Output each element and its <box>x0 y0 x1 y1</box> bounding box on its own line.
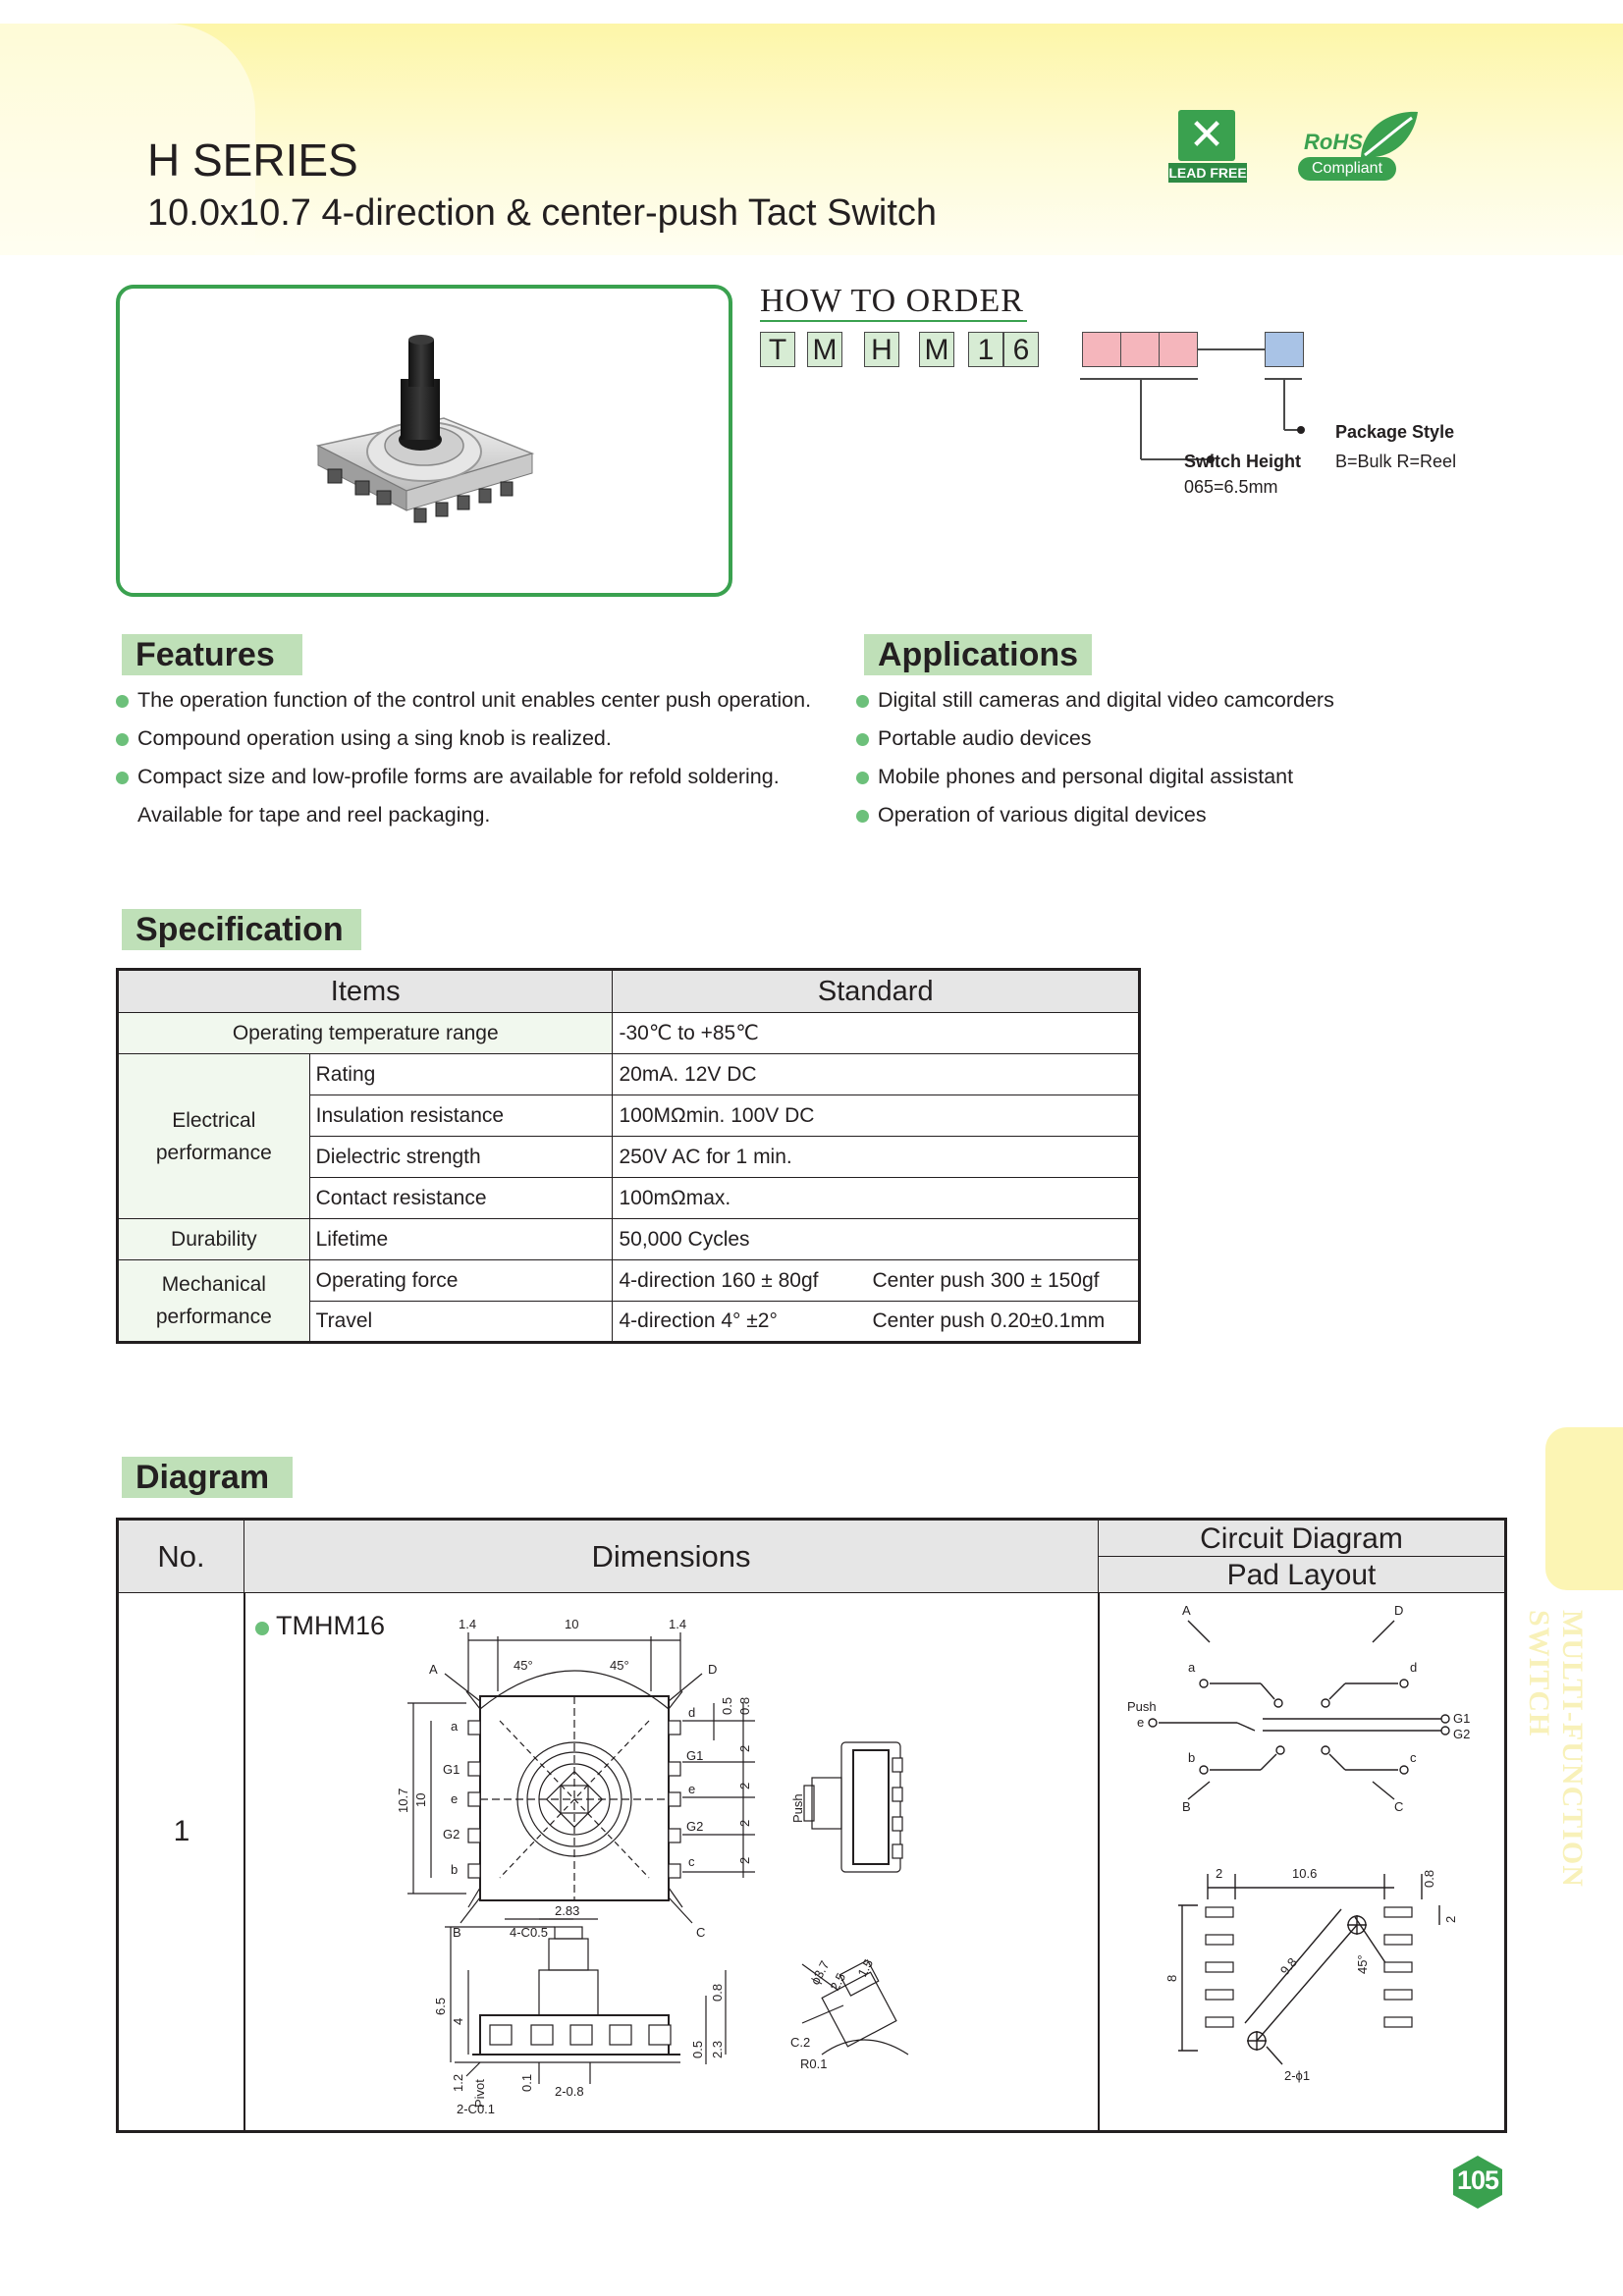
svg-text:45°: 45° <box>610 1658 629 1673</box>
list-item: Digital still cameras and digital video camcorders <box>856 681 1334 720</box>
switch-height-slot <box>1082 332 1121 367</box>
applications-list <box>856 681 1334 834</box>
diagram-col-dimensions: Dimensions <box>244 1521 1099 1593</box>
specification-table <box>116 968 1141 1344</box>
series-subtitle: 10.0x10.7 4-direction & center-push Tact Switch <box>147 192 938 234</box>
dielectric-label: Dielectric strength <box>309 1137 613 1178</box>
order-code-char: H <box>864 332 899 367</box>
svg-text:4-C0.5: 4-C0.5 <box>510 1925 549 1940</box>
svg-text:b: b <box>451 1862 459 1877</box>
svg-text:2: 2 <box>737 1744 752 1752</box>
table-header-row <box>118 970 1140 1013</box>
lead-free-x-icon: ✕ <box>1188 111 1225 159</box>
contact-resistance-label: Contact resistance <box>309 1178 613 1219</box>
svg-text:0.1: 0.1 <box>519 2073 534 2092</box>
bullet-icon <box>856 810 869 823</box>
svg-text:G2: G2 <box>686 1819 704 1834</box>
list-item: Compound operation using a sing knob is realized. <box>116 720 811 758</box>
svg-text:D: D <box>708 1662 718 1677</box>
svg-text:6.5: 6.5 <box>433 1997 448 2015</box>
svg-text:2: 2 <box>1443 1915 1458 1923</box>
svg-text:C: C <box>696 1925 706 1940</box>
features-heading: Features <box>122 634 302 675</box>
package-style-label: Package Style <box>1335 422 1455 442</box>
model-name: TMHM16 <box>276 1611 386 1640</box>
insulation-label: Insulation resistance <box>309 1095 613 1137</box>
op-temp-value: -30℃ to +85℃ <box>613 1013 1140 1054</box>
svg-text:a: a <box>1188 1660 1196 1675</box>
svg-text:2-C0.1: 2-C0.1 <box>457 2102 496 2116</box>
page-number: 105 <box>1456 2165 1499 2195</box>
svg-text:1.5: 1.5 <box>854 1956 877 1980</box>
svg-text:e: e <box>688 1782 696 1796</box>
series-title: H SERIES <box>147 134 358 186</box>
lead-free-label: LEAD FREE <box>1168 165 1247 181</box>
rohs-badge <box>1294 106 1432 185</box>
mechanical-performance-label: Mechanical performance <box>118 1260 310 1343</box>
svg-text:0.5: 0.5 <box>720 1696 734 1715</box>
how-to-order-underline <box>760 320 1027 322</box>
svg-text:1.4: 1.4 <box>459 1617 477 1631</box>
svg-text:1.4: 1.4 <box>669 1617 687 1631</box>
operating-force-label: Operating force <box>309 1260 613 1302</box>
header-standard: Standard <box>613 970 1140 1013</box>
bullet-icon <box>856 772 869 784</box>
order-code-char: T <box>760 332 795 367</box>
svg-text:2: 2 <box>1216 1866 1223 1881</box>
svg-text:10.6: 10.6 <box>1292 1866 1318 1881</box>
order-code-char: M <box>807 332 842 367</box>
rating-value: 20mA. 12V DC <box>613 1054 1140 1095</box>
diagram-col-circuit: Circuit Diagram <box>1099 1521 1504 1557</box>
order-connector <box>1198 348 1265 350</box>
svg-text:4: 4 <box>451 2017 465 2025</box>
svg-text:1.2: 1.2 <box>451 2073 465 2092</box>
list-item: The operation function of the control unit enables center push operation. <box>116 681 811 720</box>
svg-text:A: A <box>429 1662 438 1677</box>
svg-text:2.83: 2.83 <box>555 1903 580 1918</box>
diagram-heading: Diagram <box>122 1457 293 1498</box>
switch-height-slot <box>1120 332 1160 367</box>
applications-heading: Applications <box>864 634 1092 675</box>
travel-label: Travel <box>309 1302 613 1343</box>
svg-text:Pivot: Pivot <box>472 2079 487 2108</box>
package-style-slot <box>1265 332 1304 367</box>
travel-value: 4-direction 4° ±2° Center push 0.20±0.1mm <box>613 1302 1140 1343</box>
svg-text:10: 10 <box>565 1617 579 1631</box>
svg-text:A: A <box>1182 1603 1191 1618</box>
svg-text:Push: Push <box>1127 1699 1157 1714</box>
circuit-pad-drawing <box>1100 1593 1504 2130</box>
list-item: Mobile phones and personal digital assistant <box>856 758 1334 796</box>
side-tab <box>1545 1427 1623 1590</box>
svg-text:b: b <box>1188 1750 1196 1765</box>
svg-text:d: d <box>688 1705 696 1720</box>
svg-text:8: 8 <box>1164 1974 1179 1982</box>
table-row <box>118 1013 1140 1054</box>
svg-text:45°: 45° <box>514 1658 533 1673</box>
rohs-title: RoHS <box>1304 130 1363 154</box>
svg-text:a: a <box>451 1719 459 1734</box>
svg-text:G2: G2 <box>1453 1727 1471 1741</box>
table-row <box>118 1260 1140 1302</box>
svg-text:10: 10 <box>413 1792 428 1807</box>
switch-height-value: 065=6.5mm <box>1184 477 1278 497</box>
svg-text:G1: G1 <box>1453 1711 1471 1726</box>
insulation-value: 100MΩmin. 100V DC <box>613 1095 1140 1137</box>
list-item: Operation of various digital devices <box>856 796 1334 834</box>
table-row <box>118 1054 1140 1095</box>
svg-text:2: 2 <box>737 1782 752 1789</box>
svg-text:2: 2 <box>737 1856 752 1864</box>
svg-text:2-0.8: 2-0.8 <box>555 2084 584 2099</box>
lifetime-label: Lifetime <box>309 1219 613 1260</box>
dielectric-value: 250V AC for 1 min. <box>613 1137 1140 1178</box>
svg-text:G1: G1 <box>686 1748 704 1763</box>
features-list <box>116 681 811 834</box>
switch-height-label: Switch Height <box>1184 452 1302 471</box>
list-item: Compact size and low-profile forms are available for refold soldering. <box>116 758 811 796</box>
list-item: Portable audio devices <box>856 720 1334 758</box>
svg-text:C: C <box>1394 1799 1404 1814</box>
product-photo <box>120 289 729 593</box>
svg-text:d: d <box>1410 1660 1418 1675</box>
list-item: Available for tape and reel packaging. <box>137 803 491 827</box>
lead-free-badge <box>1168 110 1247 185</box>
side-tab-label: MULTI-FUNCTION SWITCH <box>1523 1610 1589 1888</box>
diagram-row-number: 1 <box>173 1815 190 1847</box>
svg-text:G2: G2 <box>443 1827 460 1842</box>
package-style-value: B=Bulk R=Reel <box>1335 452 1457 471</box>
svg-text:0.5: 0.5 <box>690 2040 705 2058</box>
operating-force-value: 4-direction 160 ± 80gf Center push 300 ± 150gf <box>613 1260 1140 1302</box>
rating-label: Rating <box>309 1054 613 1095</box>
durability-label: Durability <box>118 1219 310 1260</box>
svg-text:2: 2 <box>737 1819 752 1827</box>
top-stripe <box>0 0 1623 24</box>
rohs-compliant-label: Compliant <box>1298 157 1396 181</box>
svg-text:2-ϕ1: 2-ϕ1 <box>1284 2068 1311 2083</box>
svg-text:0.8: 0.8 <box>737 1696 752 1715</box>
order-code-char: 1 <box>968 332 1003 367</box>
svg-text:10.7: 10.7 <box>396 1788 410 1813</box>
svg-text:c: c <box>688 1854 695 1869</box>
svg-text:c: c <box>1410 1750 1417 1765</box>
product-photo-frame <box>116 285 732 597</box>
svg-text:B: B <box>453 1925 461 1940</box>
op-temp-label: Operating temperature range <box>118 1013 613 1054</box>
svg-text:e: e <box>1137 1715 1145 1730</box>
svg-text:R0.1: R0.1 <box>800 2056 828 2071</box>
diagram-table <box>116 1518 1507 2133</box>
svg-text:0.8: 0.8 <box>1422 1869 1436 1888</box>
how-to-order-title: HOW TO ORDER <box>760 283 1024 319</box>
svg-text:B: B <box>1182 1799 1191 1814</box>
svg-text:C.2: C.2 <box>790 2035 811 2050</box>
bullet-icon <box>856 695 869 708</box>
svg-text:0.8: 0.8 <box>710 1983 725 2002</box>
svg-text:Push: Push <box>790 1793 805 1823</box>
dimension-drawing <box>244 1593 1097 2130</box>
svg-text:2.3: 2.3 <box>710 2040 725 2058</box>
order-code-char: M <box>919 332 954 367</box>
electrical-performance-label: Electrical performance <box>118 1054 310 1219</box>
bullet-icon <box>116 695 129 708</box>
svg-text:G1: G1 <box>443 1762 460 1777</box>
header-items: Items <box>118 970 613 1013</box>
bullet-icon <box>856 733 869 746</box>
bullet-icon <box>116 772 129 784</box>
svg-text:ϕ3.7: ϕ3.7 <box>807 1957 833 1988</box>
table-row <box>118 1219 1140 1260</box>
specification-heading: Specification <box>122 909 361 950</box>
diagram-col-pad: Pad Layout <box>1099 1557 1504 1593</box>
lifetime-value: 50,000 Cycles <box>613 1219 1140 1260</box>
contact-resistance-value: 100mΩmax. <box>613 1178 1140 1219</box>
bullet-icon <box>116 733 129 746</box>
switch-height-slot <box>1159 332 1198 367</box>
svg-text:2.5: 2.5 <box>827 1970 849 1994</box>
svg-text:e: e <box>451 1791 459 1806</box>
svg-text:D: D <box>1394 1603 1404 1618</box>
svg-text:45°: 45° <box>1355 1954 1370 1974</box>
diagram-col-no: No. <box>119 1521 244 1593</box>
svg-text:9.8: 9.8 <box>1276 1954 1300 1978</box>
order-code-char: 6 <box>1003 332 1039 367</box>
